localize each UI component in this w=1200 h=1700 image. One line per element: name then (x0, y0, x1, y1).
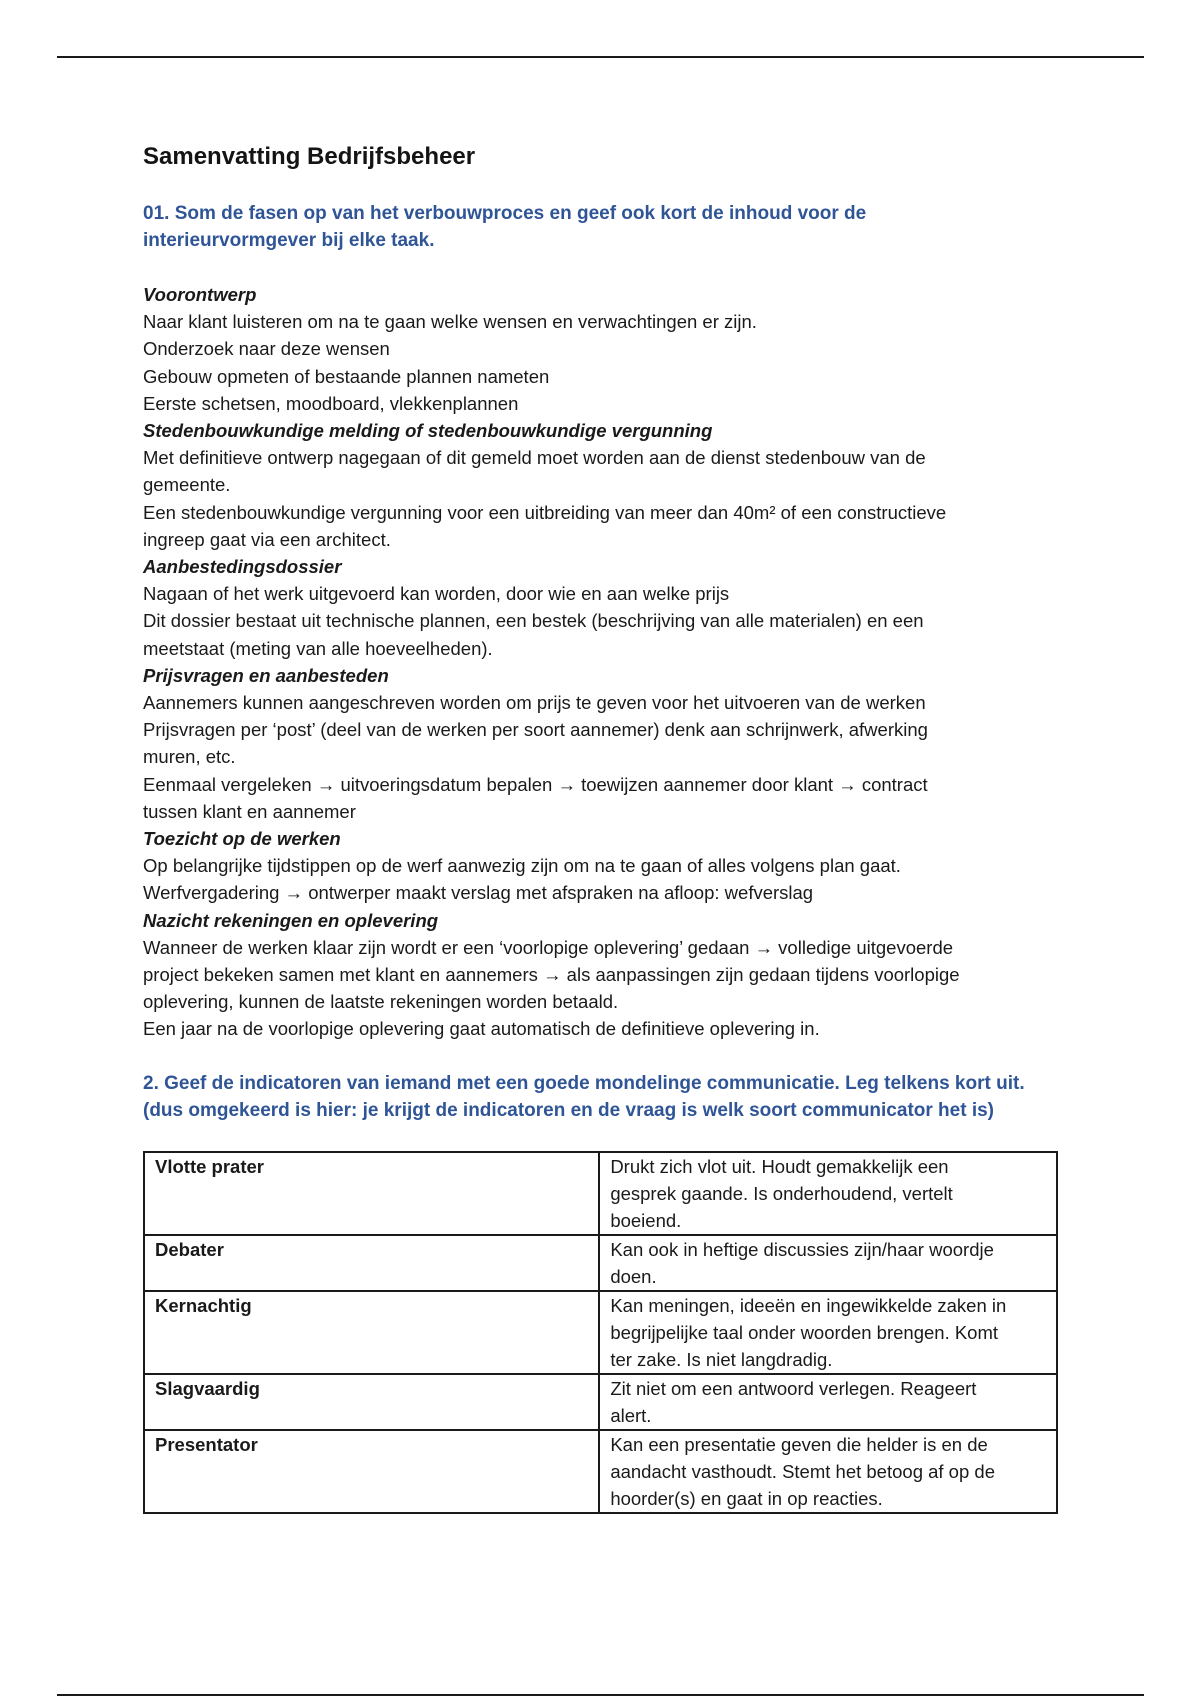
indicator-term: Kernachtig (144, 1291, 599, 1374)
phase-line: Naar klant luisteren om na te gaan welke wensen en verwachtingen er zijn. (143, 311, 757, 333)
phase-line: Op belangrijke tijdstippen op de werf aanwezig zijn om na te gaan of alles volgens plan gaat. (143, 855, 901, 877)
description-line: alert. (610, 1404, 652, 1426)
phase-line: Prijsvragen per ‘post’ (deel van de werken per soort aannemer) denk aan schrijnwerk, afwerking (143, 719, 928, 741)
table-row (144, 1152, 1057, 1235)
question-1-line: interieurvormgever bij elke taak. (143, 230, 435, 251)
phase-line: ingreep gaat via een architect. (143, 528, 391, 550)
phase-line: Gebouw opmeten of bestaande plannen nameten (143, 365, 550, 387)
phase-heading: Toezicht op de werken (143, 828, 341, 850)
indicator-description (599, 1291, 1057, 1374)
phase-line: tussen klant en aannemer (143, 800, 356, 822)
indicator-term: Debater (144, 1235, 599, 1291)
table-row (144, 1374, 1057, 1430)
phase-heading: Prijsvragen en aanbesteden (143, 664, 389, 686)
phase-prijsvragen (143, 662, 1073, 825)
phase-line: meetstaat (meting van alle hoeveelheden). (143, 637, 493, 659)
description-line: begrijpelijke taal onder woorden brengen. Komt (610, 1321, 999, 1343)
phase-line: Werfvergadering → ontwerper maakt verslag met afspraken na afloop: wefverslag (143, 882, 814, 904)
phase-line: Eerste schetsen, moodboard, vlekkenplannen (143, 392, 519, 414)
document-body (143, 140, 1073, 1514)
phase-heading: Stedenbouwkundige melding of stedenbouwkundige vergunning (143, 420, 713, 442)
phase-line: oplevering, kunnen de laatste rekeningen worden betaald. (143, 991, 619, 1013)
phase-voorontwerp (143, 281, 1073, 417)
phase-heading: Nazicht rekeningen en oplevering (143, 909, 439, 931)
indicator-term: Presentator (144, 1430, 599, 1513)
question-2-line: (dus omgekeerd is hier: je krijgt de indicatoren en de vraag is welk soort communicator het is) (143, 1099, 995, 1121)
table-row (144, 1430, 1057, 1513)
description-line: boeiend. (610, 1209, 682, 1231)
phase-line: Een stedenbouwkundige vergunning voor een uitbreiding van meer dan 40m² of een constructieve (143, 501, 947, 523)
description-line: aandacht vasthoudt. Stemt het betoog af op de (610, 1460, 995, 1482)
indicator-table (143, 1151, 1058, 1514)
phase-line: muren, etc. (143, 746, 236, 768)
description-line: Drukt zich vlot uit. Houdt gemakkelijk een (610, 1155, 949, 1177)
description-line: hoorder(s) en gaat in op reacties. (610, 1487, 883, 1509)
table-row (144, 1291, 1057, 1374)
indicator-description (599, 1430, 1057, 1513)
phase-line: Met definitieve ontwerp nagegaan of dit gemeld moet worden aan de dienst stedenbouw van de (143, 447, 926, 469)
indicator-description (599, 1374, 1057, 1430)
description-line: Kan een presentatie geven die helder is en de (610, 1433, 988, 1455)
phase-line: Dit dossier bestaat uit technische plannen, een bestek (beschrijving van alle materialen) en een (143, 610, 924, 632)
phase-heading: Voorontwerp (143, 284, 257, 305)
indicator-description (599, 1152, 1057, 1235)
phase-line: Aannemers kunnen aangeschreven worden om prijs te geven voor het uitvoeren van de werken (143, 692, 926, 714)
phase-line: Wanneer de werken klaar zijn wordt er een ‘voorlopige oplevering’ gedaan → volledige uitgevoerde (143, 936, 954, 958)
phase-list (143, 281, 1073, 1043)
phase-line: gemeente. (143, 474, 231, 496)
document-title: Samenvatting Bedrijfsbeheer (143, 143, 476, 170)
description-line: ter zake. Is niet langdradig. (610, 1348, 833, 1370)
indicator-description (599, 1235, 1057, 1291)
phase-nazicht (143, 907, 1073, 1043)
phase-toezicht (143, 825, 1073, 907)
description-line: Kan meningen, ideeën en ingewikkelde zaken in (610, 1294, 1007, 1316)
phase-line: Een jaar na de voorlopige oplevering gaat automatisch de definitieve oplevering in. (143, 1018, 820, 1040)
description-line: doen. (610, 1265, 657, 1287)
phase-line: Nagaan of het werk uitgevoerd kan worden, door wie en aan welke prijs (143, 583, 730, 605)
indicator-term: Vlotte prater (144, 1152, 599, 1235)
phase-aanbestedingsdossier (143, 553, 1073, 662)
phase-line: Onderzoek naar deze wensen (143, 338, 390, 360)
phase-heading: Aanbestedingsdossier (143, 556, 342, 578)
phase-stedenbouw (143, 417, 1073, 553)
table-row (144, 1235, 1057, 1291)
description-line: gesprek gaande. Is onderhoudend, vertelt (610, 1182, 953, 1204)
phase-line: Eenmaal vergeleken → uitvoeringsdatum bepalen → toewijzen aannemer door klant → contract (143, 773, 928, 795)
question-2-line: 2. Geef de indicatoren van iemand met een goede mondelinge communicatie. Leg telkens kort uit. (143, 1072, 1025, 1094)
question-1-line: 01. Som de fasen op van het verbouwproces en geef ook kort de inhoud voor de (143, 203, 867, 224)
question-2 (143, 1070, 1073, 1124)
header-rule (57, 56, 1144, 58)
footer-rule (57, 1694, 1144, 1696)
phase-line: project bekeken samen met klant en aannemers → als aanpassingen zijn gedaan tijdens voorlopige (143, 964, 960, 986)
description-line: Kan ook in heftige discussies zijn/haar woordje (610, 1238, 994, 1260)
description-line: Zit niet om een antwoord verlegen. Reageert (610, 1377, 977, 1399)
question-1 (143, 200, 1073, 254)
indicator-term: Slagvaardig (144, 1374, 599, 1430)
